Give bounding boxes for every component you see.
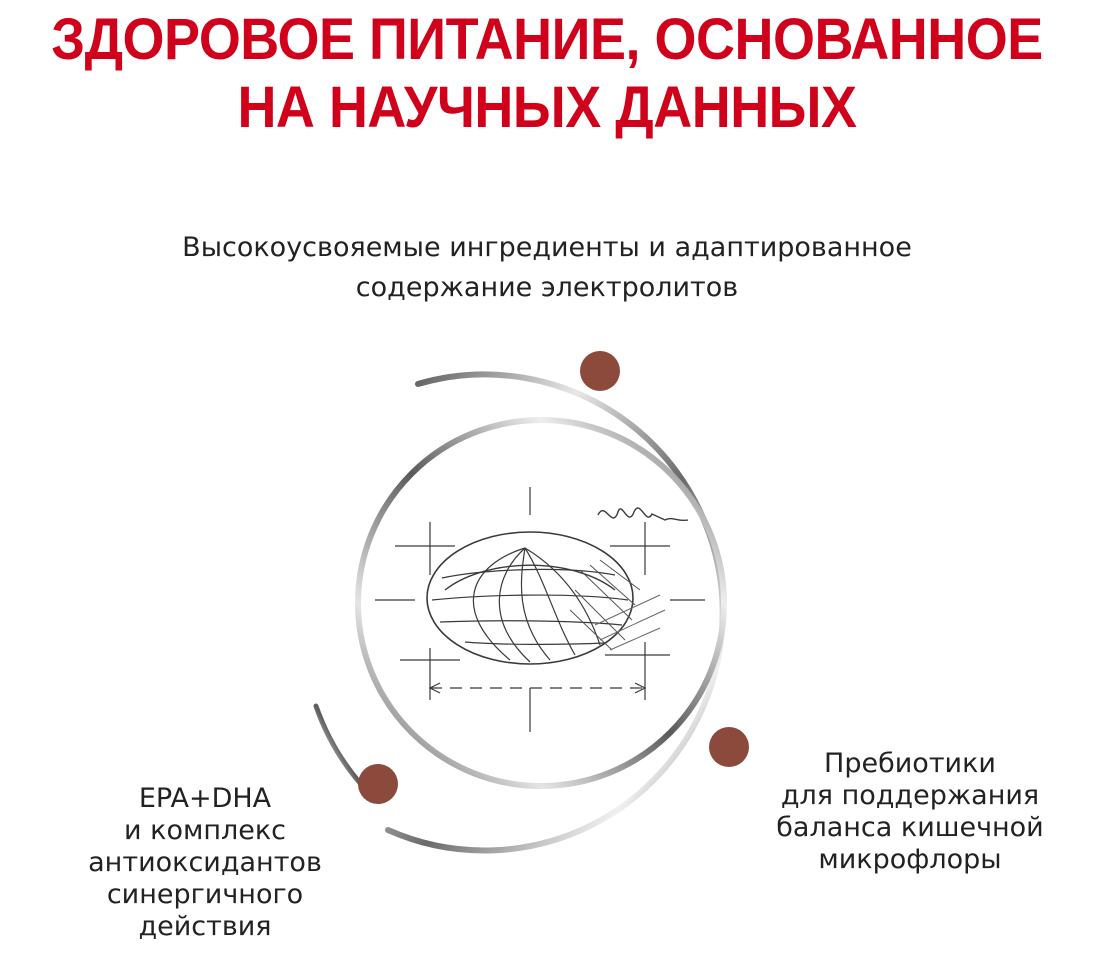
benefit-right-line-4: микрофлоры xyxy=(818,844,1002,875)
benefit-right-line-3: баланса кишечной xyxy=(776,812,1044,843)
title-line-1: ЗДОРОВОЕ ПИТАНИЕ, ОСНОВАННОЕ xyxy=(51,7,1043,72)
kibble-sketch-icon xyxy=(375,487,705,732)
intro-line-2: содержание электролитов xyxy=(355,272,739,303)
top-dot xyxy=(580,351,620,391)
intro-line-1: Высокоусвояемые ингредиенты и адаптированное xyxy=(182,232,912,263)
benefit-prebiotics xyxy=(760,748,1060,876)
benefit-left-line-3: антиоксидантов xyxy=(88,847,322,878)
benefit-right-line-1: Пребиотики xyxy=(824,748,996,779)
benefit-left-line-1: EPA+DHA xyxy=(138,783,272,814)
left-dot xyxy=(358,764,398,804)
right-dot xyxy=(709,727,749,767)
inner-ring xyxy=(358,420,724,786)
benefit-right-line-2: для поддержания xyxy=(780,780,1040,811)
benefit-left-line-4: синергичного xyxy=(106,879,304,910)
title-line-2: НА НАУЧНЫХ ДАННЫХ xyxy=(237,75,857,140)
benefit-left-line-2: и комплекс xyxy=(124,815,286,846)
benefit-left-line-5: действия xyxy=(138,911,272,942)
outer-arc-left xyxy=(316,706,360,783)
benefit-omega-antioxidants xyxy=(60,783,350,943)
